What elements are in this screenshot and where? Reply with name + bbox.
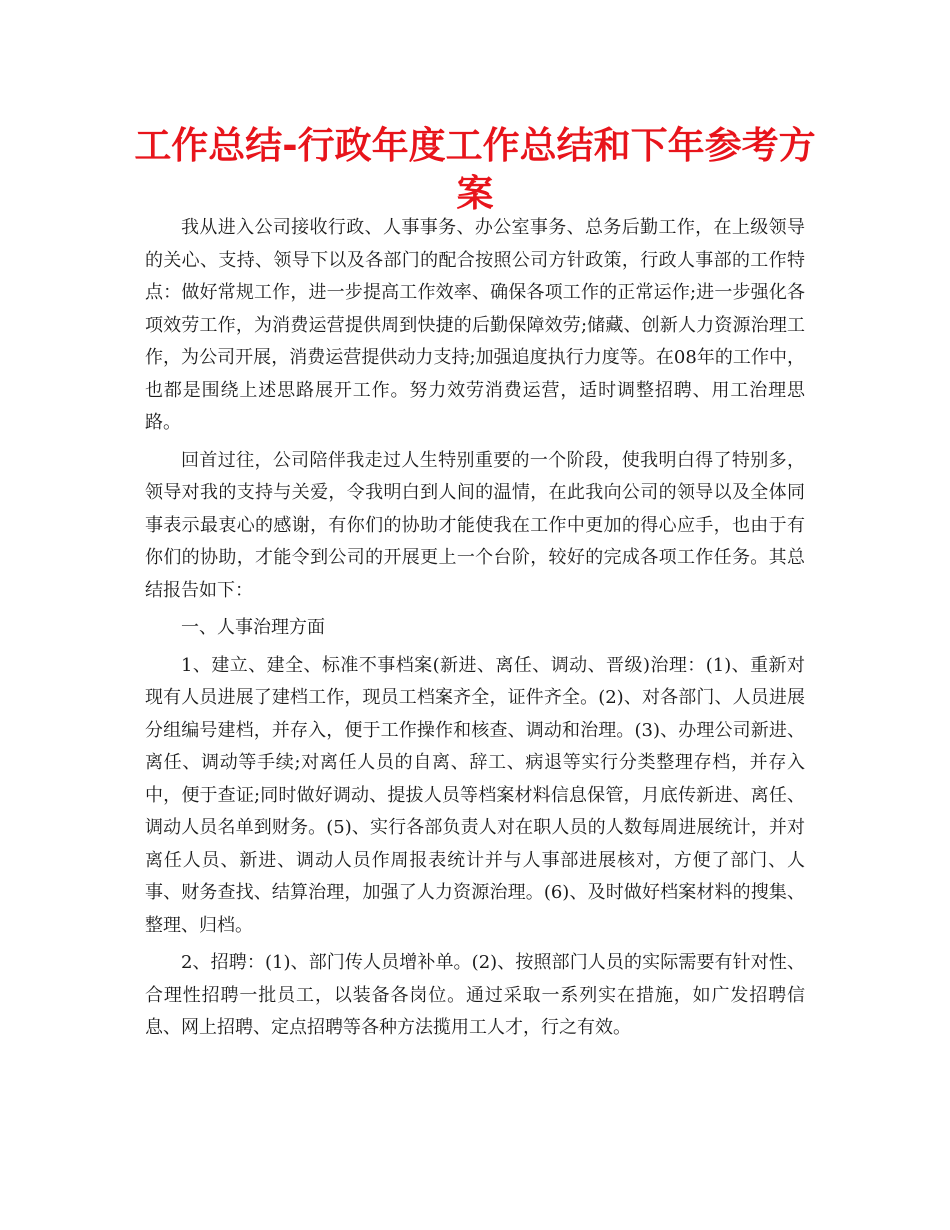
paragraph: 1、建立、建全、标准不事档案(新进、离任、调动、晋级)治理：(1)、重新对现有人员进展了建档工作，现员工档案齐全，证件齐全。(2)、对各部门、人员进展分组编号建档，并存入，便于工作操作和核查、调动和治理。(3)、办理公司新进、离任、调动等手续;对离任人员的自离、辞工、病退等实行分类整理存档，并存入中，便于查证;同时做好调动、提拔人员等档案材料信息保管，月底传新进、离任、调动人员名单到财务。(5)、实行各部负责人对在职人员的人数每周进展统计，并对离任人员、新进、调动人员作周报表统计并与人事部进展核对，方便了部门、人事、财务查找、结算治理，加强了人力资源治理。(6)、及时做好档案材料的搜集、整理、归档。 [145, 654, 805, 936]
section-heading: 一、人事治理方面 [181, 617, 325, 638]
document-title: 工作总结-行政年度工作总结和下年参考方案 [134, 124, 816, 215]
paragraph: 回首过往，公司陪伴我走过人生特别重要的一个阶段，使我明白得了特别多，领导对我的支持与关爱，令我明白到人间的温情，在此我向公司的领导以及全体同事表示最衷心的感谢，有你们的协助才能使我在工作中更加的得心应手，也由于有你们的协助，才能令到公司的开展更上一个台阶，较好的完成各项工作任务。其总结报告如下： [145, 449, 805, 601]
paragraph: 2、招聘：(1)、部门传人员增补单。(2)、按照部门人员的实际需要有针对性、合理性招聘一批员工，以装备各岗位。通过采取一系列实在措施，如广发招聘信息、网上招聘、定点招聘等各种方法揽用工人才，行之有效。 [145, 952, 805, 1038]
paragraph: 我从进入公司接收行政、人事事务、办公室事务、总务后勤工作，在上级领导的关心、支持、领导下以及各部门的配合按照公司方针政策，行政人事部的工作特点：做好常规工作，进一步提高工作效率、确保各项工作的正常运作;进一步强化各项效劳工作，为消费运营提供周到快捷的后勤保障效劳;储藏、创新人力资源治理工作，为公司开展，消费运营提供动力支持;加强追度执行力度等。在08年的工作中，也都是围绕上述思路展开工作。努力效劳消费运营，适时调整招聘、用工治理思路。 [145, 217, 805, 433]
document-body [145, 212, 805, 1050]
